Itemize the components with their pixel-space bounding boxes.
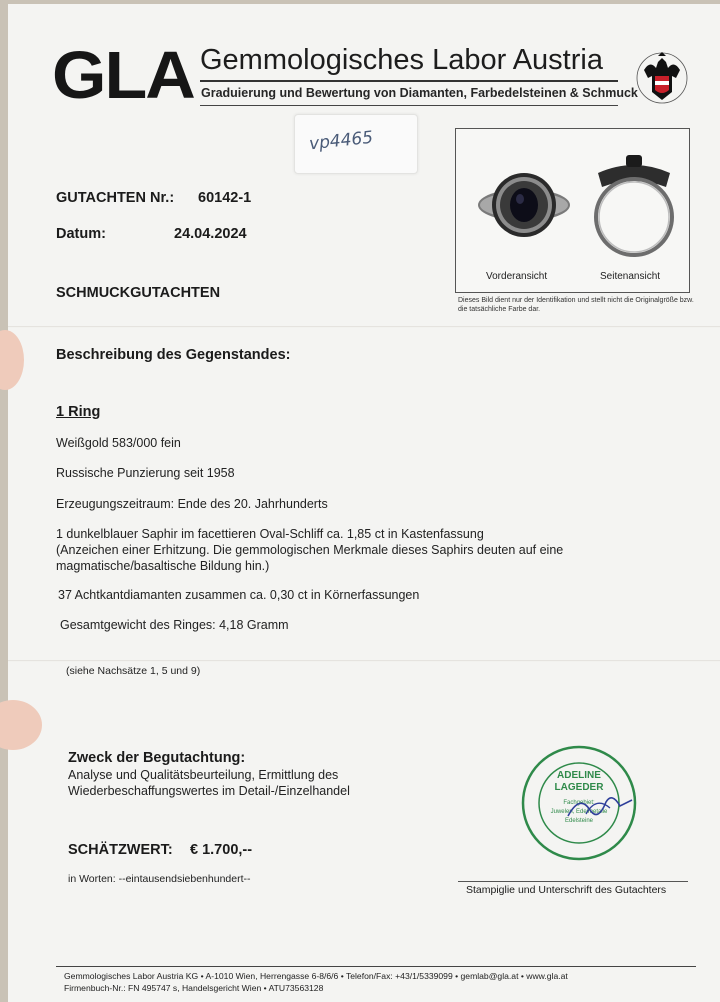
certificate-page [8,4,720,1002]
footer-address: Gemmologisches Labor Austria KG • A-1010 Wien, Herrengasse 6-8/6/6 • Telefon/Fax: +43/1/5339099 • gemlab@gla.at • www.gla.at [64,971,568,981]
description-line: Erzeugungszeitraum: Ende des 20. Jahrhunderts [56,497,328,511]
appraiser-stamp [520,744,638,862]
signature-caption: Stampiglie und Unterschrift des Gutachters [466,884,667,896]
handwritten-ref-note [294,114,418,174]
lab-tagline: Graduierung und Bewertung von Diamanten, Farbedelsteinen & Schmuck [201,86,638,100]
stamp-line: Fachgebiet: [563,800,595,806]
divider [200,80,618,82]
handwritten-ref: vp4465 [308,127,374,155]
paper-fold [8,660,720,662]
description-line: magmatische/basaltische Bildung hin.) [56,559,270,573]
signature-line [458,881,688,882]
valuation-value: € 1.700,-- [190,842,253,858]
description-line: 37 Achtkantdiamanten zusammen ca. 0,30 ct in Körnerfassungen [58,588,420,602]
description-line: Russische Punzierung seit 1958 [56,466,235,480]
front-view-caption: Vorderansicht [486,271,548,282]
footer-divider [56,966,696,967]
purpose-heading: Zweck der Begutachtung: [68,750,246,766]
gla-logo: GLA [52,37,194,113]
report-type: SCHMUCKGUTACHTEN [56,285,221,301]
purpose-line: Wiederbeschaffungswertes im Detail-/Einzelhandel [68,784,350,798]
date-value: 24.04.2024 [174,226,247,242]
date-label: Datum: [56,226,106,242]
description-heading: Beschreibung des Gegenstandes: [56,347,291,363]
description-line: Weißgold 583/000 fein [56,436,181,450]
photo-disclaimer: Dieses Bild dient nur der Identifikation und stellt nicht die Originalgröße bzw. die tatsächliche Farbe dar. [458,297,694,313]
item-title: 1 Ring [56,404,101,420]
stamp-surname: LAGEDER [554,782,604,793]
footer-registry: Firmenbuch-Nr.: FN 495747 s, Handelsgericht Wien • ATU73563128 [64,983,324,993]
lab-name: Gemmologisches Labor Austria [200,44,603,76]
stamp-line: Edelsteine [564,818,594,824]
stamp-name: ADELINE [557,770,601,781]
stamp-line: Juwelen, Edelmetalle [550,809,608,815]
footnote: (siehe Nachsätze 1, 5 und 9) [66,665,201,677]
austrian-eagle-icon [636,48,688,108]
ring-front-view-image [476,165,572,245]
side-view-caption: Seitenansicht [600,271,661,282]
divider [200,105,618,106]
description-line: (Anzeichen einer Erhitzung. Die gemmologischen Merkmale dieses Saphirs deuten auf eine [56,543,564,557]
description-line: Gesamtgewicht des Ringes: 4,18 Gramm [60,618,289,632]
report-number-value: 60142-1 [198,190,252,206]
report-number-label: GUTACHTEN Nr.: [56,190,175,206]
valuation-in-words: in Worten: --eintausendsiebenhundert-- [68,873,251,885]
paper-fold [8,326,720,328]
valuation-label: SCHÄTZWERT: [68,842,173,858]
description-line: 1 dunkelblauer Saphir im facettieren Oval-Schliff ca. 1,85 ct in Kastenfassung [56,527,484,541]
ring-side-view-image [592,151,676,261]
ring-photo-box [455,128,690,293]
purpose-line: Analyse und Qualitätsbeurteilung, Ermittlung des [68,768,339,782]
